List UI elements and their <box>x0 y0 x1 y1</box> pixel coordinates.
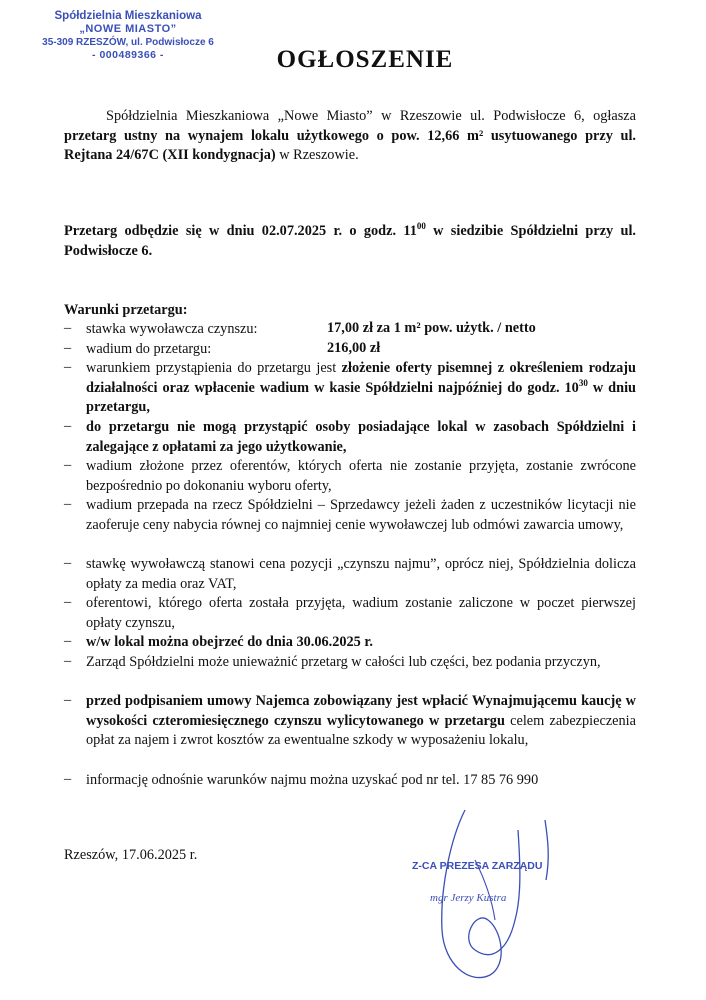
condition-deposit-forfeit: wadium przepada na rzecz Spółdzielni – Sprzedawcy jeżeli żaden z uczestników licytacji nie zaoferuje ceny nabycia równej co najmniej cenie wywoławczej lub odmówi zawarcia umowy, <box>86 497 636 533</box>
stamp-line-2: „NOWE MIASTO” <box>79 23 177 35</box>
stamp-line-1: Spółdzielnia Mieszkaniowa <box>54 10 202 22</box>
list-dash: – <box>64 633 72 649</box>
condition-deposit-return: wadium złożone przez oferentów, których oferta nie zostanie przyjęta, zostanie zwrócone bezpośrednio po dokonaniu wyboru oferty, <box>86 458 636 494</box>
list-dash: – <box>64 418 72 434</box>
intro-paragraph <box>64 107 636 166</box>
list-dash: – <box>64 555 72 571</box>
condition-viewing: w/w lokal można obejrzeć do dnia 30.06.2025 r. <box>86 634 373 650</box>
condition-contact: informację odnośnie warunków najmu można uzyskać pod nr tel. 17 85 76 990 <box>86 772 539 788</box>
condition-offer-bold: złożenie oferty pisemnej z określeniem rodzaju działalności oraz wpłacenie wadium w kasie Spółdzielni najpóźniej do godz. 10 <box>86 360 636 396</box>
list-dash: – <box>64 359 72 375</box>
condition-rate-basis: stawkę wywoławczą stanowi cena pozycji „czynszu najmu”, oprócz niej, Spółdzielnia dolicza opłaty za media oraz VAT, <box>86 556 636 592</box>
list-dash: – <box>64 771 72 787</box>
stamp-line-4: - 000489366 - <box>92 49 164 61</box>
list-dash: – <box>64 594 72 610</box>
intro-end-text: w Rzeszowie. <box>279 147 359 163</box>
deposit-label: wadium do przetargu: <box>86 341 212 357</box>
condition-security-bold: przed podpisaniem umowy Najemca zobowiązany jest wpłacić Wynajmującemu kaucję w wysokości czteromiesięcznego czynszu wylicytowanego w przetargu <box>86 693 636 729</box>
condition-offer-end: w dniu przetargu, <box>86 379 636 415</box>
condition-security-deposit <box>86 692 636 751</box>
condition-exclusion: do przetargu nie mogą przystąpić osoby posiadające lokal w zasobach Spółdzielni i zalegające z opłatami za jego użytkowanie, <box>86 419 636 455</box>
intro-bold-text: przetarg ustny na wynajem lokalu użytkowego o pow. 12,66 m² usytuowanego przy ul. Rejtana 24/67C (XII kondygnacja) <box>64 127 636 163</box>
list-dash: – <box>64 496 72 512</box>
list-dash: – <box>64 340 72 356</box>
condition-security-rest: celem zabezpieczenia opłat za najem i zwrot kosztów za ewentualne szkody w wyposażeniu lokalu, <box>86 712 636 748</box>
condition-offer-text: warunkiem przystąpienia do przetargu jest <box>86 360 337 376</box>
auction-place-text: w siedzibie Spółdzielni przy ul. Podwisłocze 6. <box>64 223 636 259</box>
stamp-line-3: 35-309 RZESZÓW, ul. Podwisłocze 6 <box>42 37 214 48</box>
condition-offer-sup: 30 <box>578 377 588 388</box>
place-and-date: Rzeszów, 17.06.2025 r. <box>64 847 198 863</box>
deposit-value: 216,00 zł <box>327 340 381 356</box>
list-dash: – <box>64 320 72 336</box>
list-dash: – <box>64 653 72 669</box>
condition-cancellation: Zarząd Spółdzielni może unieważnić przetarg w całości lub części, bez podania przyczyn, <box>86 654 601 670</box>
rate-label: stawka wywoławcza czynszu: <box>86 321 258 337</box>
condition-offer <box>86 359 636 418</box>
list-dash: – <box>64 692 72 708</box>
auction-date-text: Przetarg odbędzie się w dniu 02.07.2025 r. o godz. 11 <box>64 223 417 239</box>
auction-time-sup: 00 <box>416 221 426 232</box>
handwritten-signature <box>380 800 580 990</box>
rate-value: 17,00 zł za 1 m² pow. użytk. / netto <box>327 320 536 336</box>
intro-text: Spółdzielnia Mieszkaniowa „Nowe Miasto” w Rzeszowie ul. Podwisłocze 6, ogłasza <box>106 108 636 124</box>
document-title: OGŁOSZENIE <box>276 46 454 73</box>
list-dash: – <box>64 457 72 473</box>
auction-date-paragraph <box>64 222 636 261</box>
signature-title-stamp: Z-CA PREZESA ZARZĄDU <box>412 860 543 872</box>
conditions-heading: Warunki przetargu: <box>64 302 188 318</box>
condition-deposit-credit: oferentowi, którego oferta została przyjęta, wadium zostanie zaliczone w poczet pierwszej opłaty czynszu, <box>86 595 636 631</box>
signature-name-stamp: mgr Jerzy Kustra <box>430 892 507 904</box>
